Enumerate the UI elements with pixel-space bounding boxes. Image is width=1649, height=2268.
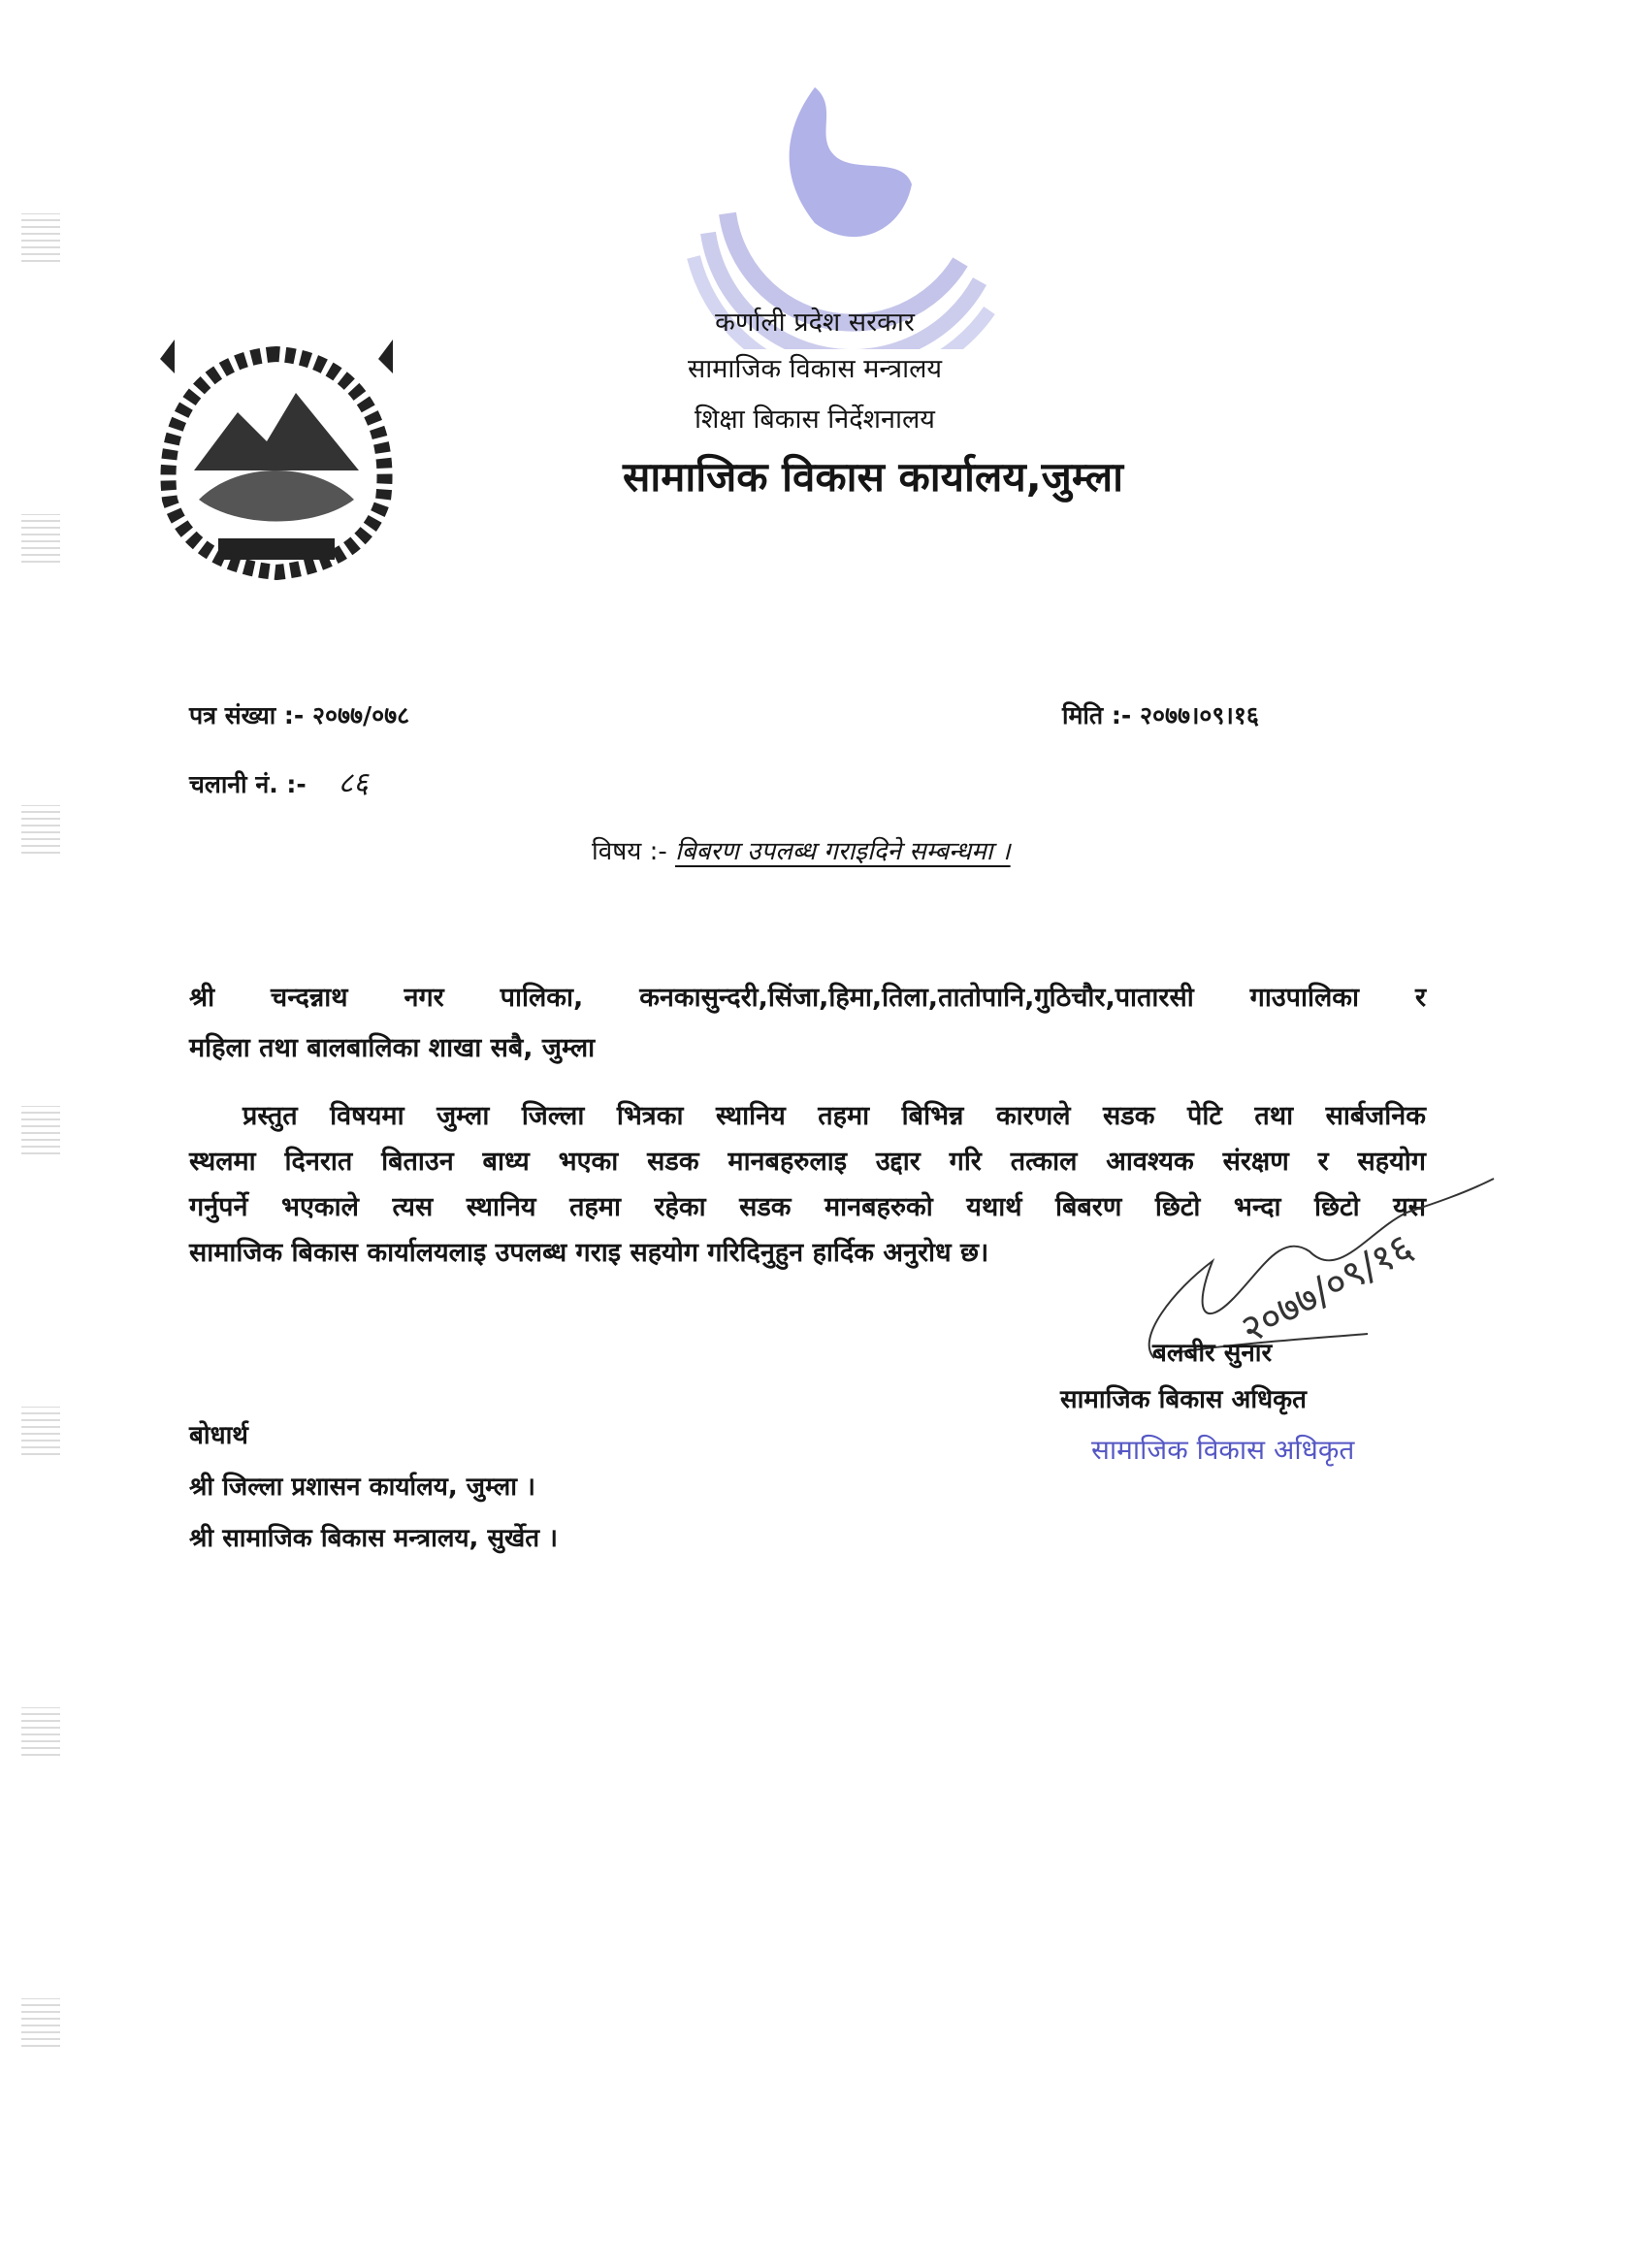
scan-artifact (21, 1707, 60, 1756)
scan-artifact (21, 1998, 60, 2047)
body-line: गर्नुपर्ने भएकाले त्यस स्थानिय तहमा रहेका सडक मानबहरुको यथार्थ बिबरण छिटो भन्दा छिटो यस (189, 1192, 1426, 1222)
dispatch-label: चलानी नं. :- (189, 770, 307, 798)
subject-value: बिबरण उपलब्ध गराइदिने सम्बन्धमा । (674, 837, 1011, 866)
signatory-name: बलबीर सुनार (1152, 1339, 1273, 1368)
letterhead-ministry: सामाजिक विकास मन्त्रालय (687, 354, 943, 384)
scan-artifact (21, 805, 60, 854)
body-line: सामाजिक बिकास कार्यालयलाइ उपलब्ध गराइ सहयोग गरिदिनुहुन हार्दिक अनुरोध छ। (189, 1238, 989, 1268)
dispatch-value: ८६ (338, 766, 369, 800)
dispatch-number (189, 761, 369, 801)
date-label: मिति :- (1062, 701, 1132, 729)
letter-number (189, 698, 409, 731)
signatory-title-stamp: सामाजिक विकास अधिकृत (1091, 1434, 1355, 1466)
recipient-line: महिला तथा बालबालिका शाखा सबै, जुम्ला (189, 1033, 596, 1063)
scan-artifact (21, 213, 60, 262)
recipient-line: श्री चन्दन्नाथ नगर पालिका, कनकासुन्दरी,सिंजा,हिमा,तिला,तातोपानि,गुठिचौर,पातारसी गाउपालिका र (189, 983, 1426, 1013)
letter-date (1062, 698, 1259, 731)
subject-line (592, 832, 1011, 867)
body-line: प्रस्तुत विषयमा जुम्ला जिल्ला भित्रका स्थानिय तहमा बिभिन्न कारणले सडक पेटि तथा सार्बजनिक (242, 1101, 1426, 1131)
date-value: २०७७।०९।१६ (1139, 701, 1259, 729)
letterhead-directorate: शिक्षा बिकास निर्देशनालय (695, 405, 935, 435)
letter-number-label: पत्र संख्या :- (189, 701, 305, 729)
scan-artifact (21, 514, 60, 563)
letterhead-office: सामाजिक विकास कार्यालय,जुम्ला (622, 453, 1124, 501)
cc-label: बोधार्थ (189, 1421, 248, 1450)
signature-date: २०७७/०९/१६ (1233, 1224, 1421, 1353)
letterhead-government: कर्णाली प्रदेश सरकार (715, 308, 915, 338)
scan-artifact (21, 1106, 60, 1154)
signatory-title: सामाजिक बिकास अधिकृत (1060, 1385, 1307, 1414)
subject-label: विषय :- (592, 837, 667, 866)
cc-item: श्री जिल्ला प्रशासन कार्यालय, जुम्ला । (189, 1473, 535, 1502)
cc-item: श्री सामाजिक बिकास मन्त्रालय, सुर्खेत । (189, 1524, 559, 1553)
letter-number-value: २०७७/०७८ (312, 701, 410, 729)
scan-artifact (21, 1407, 60, 1455)
body-line: स्थलमा दिनरात बिताउन बाध्य भएका सडक मानबहरुलाइ उद्दार गरि तत्काल आवश्यक संरक्षण र सहयोग (189, 1147, 1426, 1177)
